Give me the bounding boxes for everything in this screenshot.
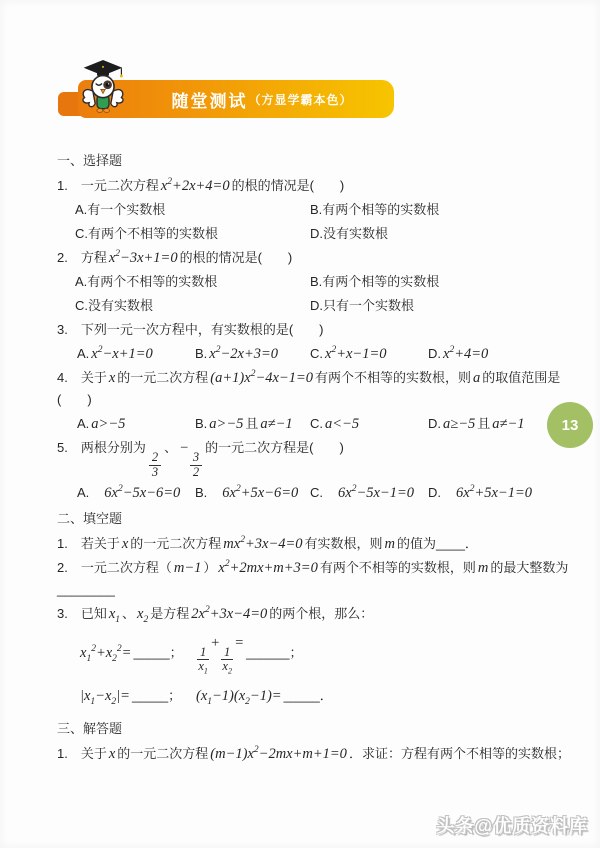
blank-expression: $|x_1-x_2|=$ _____；: [80, 688, 182, 707]
fill-item-2: 2. 一元二次方程（ m−1 ） $x^2+2mx+m+3=0$ 有两个不相等的实数根，则 m 的最大整数为________: [57, 558, 569, 597]
option: D. $x^2+4=0$: [428, 345, 489, 362]
section-heading-fill: 二、填空题: [57, 510, 123, 526]
option: C. a<−5: [310, 416, 360, 432]
blank-expression: $x_1^2+x_2^2=$ _____；: [80, 643, 183, 664]
owl-graduate-icon: [80, 56, 126, 120]
worksheet-content: [57, 146, 570, 767]
q4-stem: 4. 关于 x 的一元二次方程 $(a+1)x^2-4x-1=0$ 有两个不相等的实数根，则 a 的取值范围是( ): [57, 369, 561, 407]
banner-subtitle: （方显学霸本色）: [248, 92, 353, 107]
q5-stem: 5. 两根分别为 $\frac{2}{3}$ 、 − $\frac{3}{2}$ 的一元二次方程是( ): [57, 440, 344, 479]
fill-item-3-intro: 3. 已知 $x_1$ 、 $x_2$ 是方程 $2x^2+3x-4=0$ 的两个根，那么：: [57, 604, 374, 625]
watermark: 头条@优质资料库: [436, 816, 588, 836]
blank-expression: $\frac{1}{x_1}$ + $\frac{1}{x_2}$ = ______；: [198, 634, 303, 676]
option: C.没有实数根: [75, 298, 154, 313]
banner-title: 随堂测试: [171, 91, 248, 111]
q5-options: [57, 482, 570, 504]
option: D. $6x^2+5x-1=0$: [428, 483, 532, 501]
option: A.有两个不相等的实数根: [75, 274, 218, 289]
fill-item-1: 1. 若关于 x 的一元二次方程 $mx^2+3x-4=0$ 有实数根，则 m 的值为____．: [57, 534, 478, 552]
option: A. a>−5: [77, 416, 126, 432]
q1-stem: 1. 一元二次方程 $x^2+2x+4=0$ 的根的情况是( ): [57, 177, 345, 194]
option: D. a≥−5 且 a≠−1: [428, 416, 525, 432]
option: B.有两个相等的实数根: [310, 274, 440, 289]
option: D.没有实数根: [310, 226, 389, 241]
option: B.有两个相等的实数根: [310, 202, 440, 217]
option: C. $6x^2-5x-1=0$: [310, 483, 414, 501]
blank-expression: $(x_1-1)(x_2-1)=$ _____．: [196, 688, 333, 707]
q2-stem: 2. 方程 $x^2-3x+1=0$ 的根的情况是( ): [57, 249, 293, 266]
q4-options: [57, 413, 570, 435]
section-heading-solve: 三、解答题: [57, 721, 123, 736]
q2-options-row1: [57, 271, 570, 293]
section-heading-choice: 一、选择题: [57, 153, 123, 168]
fill-item-3-blanks-row1: [57, 632, 570, 675]
option: B. $x^2-2x+3=0$: [195, 345, 279, 362]
fill-item-3-blanks-row2: [57, 681, 570, 711]
option: A. $6x^2-5x-6=0$: [77, 483, 181, 501]
q1-options-row1: [57, 199, 570, 221]
option: B. $6x^2+5x-6=0$: [195, 483, 299, 501]
option: A.有一个实数根: [75, 202, 166, 217]
option: B. a>−5 且 a≠−1: [195, 416, 293, 432]
option: C. $x^2+x-1=0$: [310, 345, 387, 362]
page-number-badge: 13: [547, 402, 593, 448]
q2-options-row2: [57, 295, 570, 317]
q3-stem: 3. 下列一元一次方程中，有实数根的是( ): [57, 322, 324, 337]
option: C.有两个不相等的实数根: [75, 226, 219, 241]
q3-options: [57, 343, 570, 365]
option: D.只有一个实数根: [310, 298, 415, 313]
solve-item-1: 1. 关于 x 的一元二次方程 $(m-1)x^2-2mx+m+1=0$ ．求证：方程有两个不相等的实数根；: [57, 745, 570, 762]
option: A. $x^2-x+1=0$: [77, 345, 153, 362]
q1-options-row2: [57, 223, 570, 245]
